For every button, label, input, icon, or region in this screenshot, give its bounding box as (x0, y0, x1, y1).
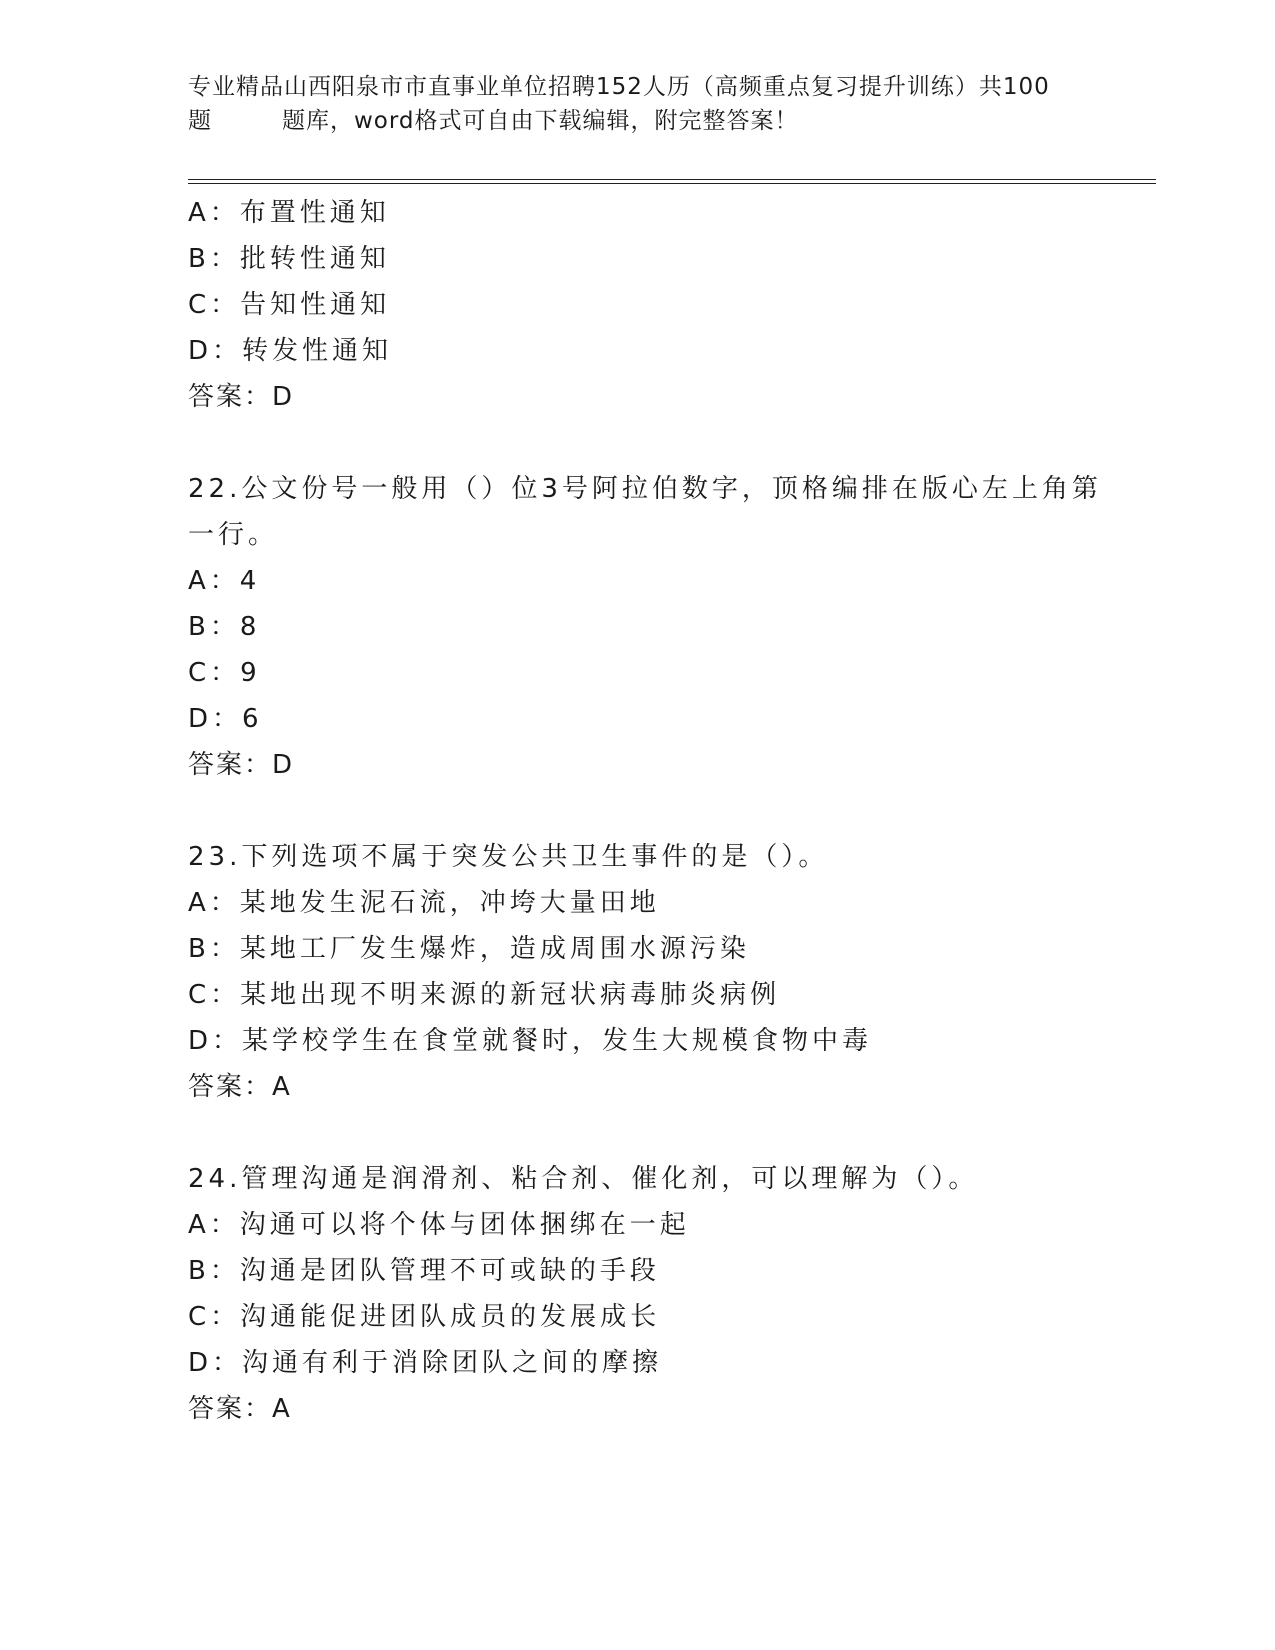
question-stem: 22.公文份号一般用（）位3号阿拉伯数字，顶格编排在版心左上角第 (188, 474, 1102, 504)
option-d: D：转发性通知 (188, 336, 393, 366)
answer: 答案：D (188, 750, 295, 780)
question-stem: 23.下列选项不属于突发公共卫生事件的是（）。 (188, 842, 829, 872)
option-c: C：沟通能促进团队成员的发展成长 (188, 1302, 661, 1332)
header-divider-top (188, 179, 1156, 180)
question-content (188, 190, 1102, 1432)
option-a: A：某地发生泥石流，冲垮大量田地 (188, 888, 660, 918)
question-stem-continued: 一行。 (188, 520, 279, 550)
option-a: A：布置性通知 (188, 198, 390, 228)
question-24 (188, 1156, 1088, 1432)
header-title-line-2 (188, 104, 1088, 138)
option-a: A：4 (188, 566, 261, 596)
option-b: B：批转性通知 (188, 244, 390, 274)
option-c: C：某地出现不明来源的新冠状病毒肺炎病例 (188, 980, 781, 1010)
option-d: D：6 (188, 704, 263, 734)
document-header (188, 70, 1088, 138)
header-line-2-right: 题库，word格式可自由下载编辑，附完整答案！ (282, 108, 799, 134)
spacer (188, 420, 1088, 466)
question-22 (188, 466, 1102, 788)
option-d: D：某学校学生在食堂就餐时，发生大规模食物中毒 (188, 1026, 873, 1056)
answer: 答案：A (188, 1394, 292, 1424)
option-a: A：沟通可以将个体与团体捆绑在一起 (188, 1210, 690, 1240)
header-title-line-1: 专业精品山西阳泉市市直事业单位招聘152人历（高频重点复习提升训练）共100 (188, 74, 1050, 100)
answer: 答案：D (188, 382, 295, 412)
spacer (188, 1110, 1088, 1156)
question-23 (188, 834, 1088, 1110)
option-d: D：沟通有利于消除团队之间的摩擦 (188, 1348, 663, 1378)
header-line-2-left: 题 (188, 108, 212, 134)
question-21 (188, 190, 1088, 420)
option-c: C：9 (188, 658, 261, 688)
header-divider-bottom (188, 183, 1156, 184)
spacer (188, 788, 1088, 834)
option-b: B：某地工厂发生爆炸，造成周围水源污染 (188, 934, 750, 964)
answer: 答案：A (188, 1072, 292, 1102)
option-b: B：沟通是团队管理不可或缺的手段 (188, 1256, 660, 1286)
question-stem: 24.管理沟通是润滑剂、粘合剂、催化剂，可以理解为（）。 (188, 1164, 979, 1194)
option-c: C：告知性通知 (188, 290, 391, 320)
option-b: B：8 (188, 612, 261, 642)
